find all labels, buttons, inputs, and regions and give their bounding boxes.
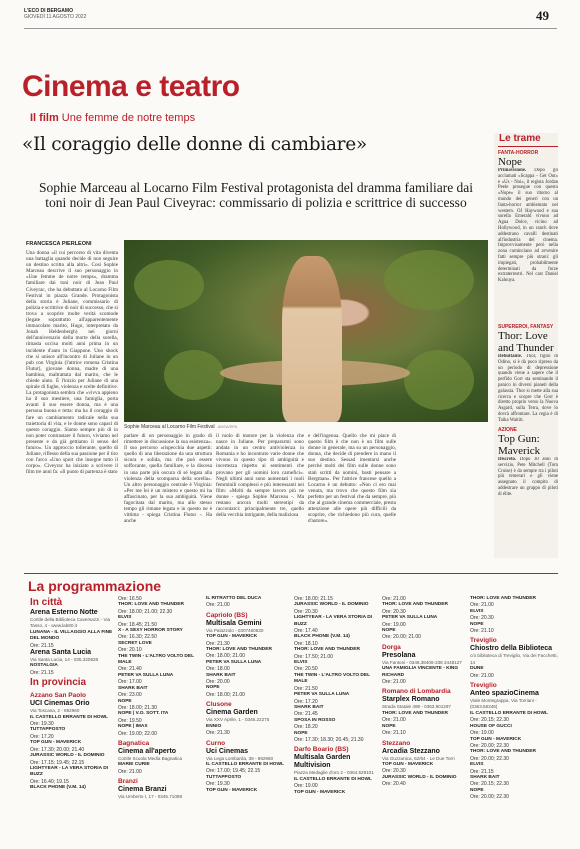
listing-cinema: Cinema all'aperto: [118, 747, 177, 755]
listing-film: ELVIS: [470, 762, 484, 768]
listing-time: Ore: 21.00: [470, 602, 494, 609]
listing-town: Dorga: [382, 643, 401, 651]
listing-time: Ore: 20.15; 22.30: [470, 781, 509, 788]
listing-cinema: Cinema Garden: [206, 709, 258, 717]
listing-town: Bagnatica: [118, 739, 150, 747]
listing-film: LIGHTYEAR - LA VERA STORIA DI BUZZ: [294, 615, 372, 627]
listing-addr: Cortile della Biblioteca Caversazzi - Via Tasso, 4 - www.lab80.it: [30, 617, 111, 629]
sidebar-item: [498, 324, 558, 428]
listing-time: Ore: 17.15; 19.45; 22.15: [30, 759, 85, 766]
listing-film: UNA FAMIGLIA VINCENTE - KING RICHARD: [382, 666, 459, 678]
listing-time: Ore: 17.20: [294, 698, 318, 705]
listing-addr: Via XXV Aprile, 1 - 0346.22275: [206, 717, 270, 723]
listing-film: NOPE: [382, 723, 396, 729]
listing-cinema: Arena Esterno Notte: [30, 609, 98, 616]
listing-film: PETER VA SULLA LUNA: [294, 692, 350, 698]
listing-film: JURASSIC WORLD - IL DOMINIO: [294, 602, 369, 608]
listing-town: Clusone: [206, 701, 232, 709]
article-column-1: Una donna «il cui percorso di vita diventa una battaglia quando decide di non seguire un destino scritto alla altri». Così Sophie Marceau descrive il suo personaggio in «Une femme de notre temps», dramma familiare dai toni noir di Jean Paul Civeyrac, che ha debuttato al Locarno Film Festival in piazza Grande. Protagonista della storia è Juliane, commissario di polizia e scrittrice di noir di successo, che si trova a scoprire molte verità scomode (legate soprattutto all'apparentemente immacolato marito, Hugo, interpretato da Jonah Heldenbergh) nei giorni dell'anniversario della morte della sorella, rimasta uccisa molti anni prima in un incidente d'auto in Giappone. Uno shock che si unisce all'incontro di Juliane in un pub con Virginia (l'attrice romena Cristina Flutur), giovane donna, madre di una bambina, maltrattata dal marito, che le chiede aiuto. È l'inizio per Juliane di una spirale di fughe, violenza e scelte definitive. La protagonista sembra che «vivva appieno ha il suo mestiere, una famiglia, porta avanti il suo essere donna, ma è una persona buona e retta: ma ha il coraggio di fare un cambiamento radicale nella sua traiettoria di vita, e le donne sono capaci di questo coraggio. Siamo sempre più di in non poter contrastare il futuro, viviamo nel presente e da già gettiamo il senso del futuro». Un approccio tollerante, quello di Juliane, riflesso della sua passione per il tiro con l'arco «Uno sport che insegne tutto il corpo». Civeyrac ha iniziato a scrivere il film tre anni fa: «Il punto di partenza è stato: [26, 250, 118, 476]
listing-time: Ore: 17.40: [294, 628, 318, 635]
listing-time: Ore: 21.00: [382, 596, 406, 602]
article-photo: [124, 240, 488, 422]
listing-film: JURASSIC WORLD - IL DOMINIO: [382, 774, 457, 780]
listing-time: Ore: 17.20: [30, 733, 54, 740]
listing-film: NOPE: [206, 685, 220, 691]
listing-time: Ore: 18.00: [206, 666, 230, 673]
listing-time: Ore: 21.45: [294, 711, 318, 718]
listing-film: IL CASTELLO ERRANTE DI HOWL: [206, 761, 284, 767]
listing-town: Darfo Boario (BS): [294, 746, 349, 754]
listing-film: NOPE: [382, 628, 396, 634]
publication-name: L'ECO DI BERGAMO: [24, 8, 73, 14]
listing-time: Ore: 16.40; 19.15: [30, 778, 69, 785]
listing-addr: Viale Montegrappa, Via Torriani - (0363.56346): [470, 698, 537, 710]
sidebar-synopsis: Primavisione. Dopo gli acclamati «Scappa - Get Out» e «Us - Noi», il regista Jordan Peele prosegue con questo «Nope» il suo ritorno al mondo dei generi con un fanta-horror ambientato nel western. OJ Haywood e sua sorella Emerald vivono ad Agua Dolce, vicino ad Hollywood, in un ranch dove addestrano cavalli destinati all'industria del cinema. Improvvisamente però nella zona cominciano ad avvenire fatti sempre più strani: gli impiegati, probabilmente determinati da forze extraterrestri. Nel cast Daniel Kaluuya.: [498, 168, 558, 284]
listing-addr: Via Umberto I, 17 - 0345.71088: [118, 794, 183, 800]
listing-time: Ore: 21.00: [118, 768, 142, 775]
listing-cinema: Cinema Branzi: [118, 786, 167, 794]
photo-credit: ANSA/EPA: [217, 424, 238, 429]
listing-time: Ore: 17.30; 18.30; 20.45; 21.30: [294, 736, 364, 743]
listing-film: TOP GUN - MAVERICK: [206, 787, 258, 793]
listing-film: THE TWIN - L'ALTRO VOLTO DEL MALE: [294, 672, 370, 685]
listing-time: Ore: 20.00; 22.30: [470, 755, 509, 762]
listing-film: TOP GUN - MAVERICK: [294, 789, 346, 795]
article-column-4: e dell'ingenua. Quello che mi piace di questo film è che non è un film sulle donne in generale, ma su un personaggio, donna, che decide di prendere in mano il suo destino. Sessad imentarsi anche perché molti dei film sulle donne sono stati scritti da uomini, basti pensare a Bergman». Per l'attrice francese quello a Locarno è un debutto: «Non ci ero mai venuta, ma trovo che questo film sia perfetto per un festival che da sempre, più che al grande cinema commerciale, presta attenzione alle opere più difficili da scoprire, che richiedono più cura, quelle d'autore».: [308, 433, 396, 525]
sidebar-rule: [498, 146, 558, 147]
listing-time: Ore: 16.30; 22.50: [118, 634, 157, 641]
listing-film: THE TWIN - L'ALTRO VOLTO DEL MALE: [118, 653, 194, 666]
listing-film: ELVIS: [470, 608, 484, 614]
listing-region: In provincia: [30, 677, 87, 689]
listing-time: Ore: 21.15: [30, 669, 54, 676]
listing-addr: Via Guzzanica, 62/64 - Le Due Torri: [382, 755, 455, 761]
listing-film: THOR: LOVE AND THUNDER: [118, 602, 184, 608]
programming-column-5: [382, 596, 466, 846]
listing-film: SHARK BAIT: [470, 774, 500, 780]
programming-rule: [24, 573, 558, 574]
listing-addr: Strada Statale 498 - 0363.901297: [382, 704, 451, 710]
listing-addr: Cortile Scuola Media Bagnatica: [118, 755, 183, 761]
listing-film: ELVIS: [294, 660, 308, 666]
listing-film: TUTTAPPOSTO: [206, 774, 242, 780]
listing-time: Ore: 18.00; 21.15: [294, 596, 333, 602]
listing-addr: Via Santa Lucia, 14 - 035.320828: [30, 657, 99, 663]
listing-film: SHARK BAIT: [118, 685, 148, 691]
listing-town: Stezzano: [382, 739, 411, 747]
listing-film: PETER VA SULLA LUNA: [382, 615, 438, 621]
byline: FRANCESCA PIERLEONI: [26, 241, 92, 247]
listing-film: BLACK PHONE (V.M. 14): [294, 634, 350, 640]
listing-film: IL CASTELLO ERRANTE DI HOWL: [30, 714, 108, 720]
programming-column-6: [470, 596, 558, 846]
listing-time: Ore: 20.40: [382, 781, 406, 788]
listing-film: IL RITRATTO DEL DUCA: [206, 596, 262, 601]
listing-addr: Via Fantoni - 0346.38406-338 2448127: [382, 659, 462, 665]
listing-time: Ore: 23.00: [118, 692, 142, 699]
listing-film: THOR: LOVE AND THUNDER: [206, 647, 272, 653]
listing-cinema: Uci Cinemas: [206, 747, 249, 755]
listing-time: Ore: 19.30: [206, 781, 230, 788]
listing-cinema: Chiostro della Biblioteca: [470, 645, 553, 653]
listing-film: LIGHTYEAR - LA VERA STORIA DI BUZZ: [30, 765, 108, 778]
sidebar-category: FANTA-HORROR: [498, 150, 539, 156]
listing-time: Ore: 20.00: [206, 679, 230, 686]
listing-time: Ore: 18.45; 21.50: [118, 621, 157, 628]
listing-addr: c/o biblioteca di Treviglio, Via dei Facchetti, 14: [470, 653, 558, 665]
headline: «Il coraggio delle donne di cambiare»: [22, 134, 367, 155]
sidebar-film-title: Nope: [498, 156, 522, 168]
listing-film: THOR: LOVE AND THUNDER: [382, 710, 448, 716]
sidebar-film-title: Top Gun: Maverick: [498, 433, 541, 457]
listing-cinema: Arcadia Stezzano: [382, 747, 440, 755]
listing-time: Ore: 20.15; 22.30: [470, 717, 509, 724]
listing-addr: Via Toscana, 2 - 892960: [30, 708, 80, 714]
listing-town: Azzano San Paolo: [30, 692, 86, 700]
listing-cinema: Arena Santa Lucia: [30, 649, 92, 657]
listing-film: NOPE: [294, 730, 308, 736]
listing-time: Ore: 19.50: [118, 717, 142, 724]
top-rule: [24, 28, 557, 29]
listing-addr: Piazza Medaglie d'oro 2 - 0364.529101: [294, 770, 374, 776]
listing-film: SECRET LOVE: [118, 640, 152, 646]
listing-cinema: Presolana: [382, 651, 416, 659]
listing-film: DUNE: [470, 666, 484, 672]
article-column-2: parlare di un personaggio in grado di rimettere in discussione la sua esistenza». Il suo percorso «rispecchia due aspetti: quello di una liberazione da una struttura sicura e solida, ma che può essere soffocante, quella familiare, e la discesa in una parte più oscura di sé legata alla violenza della scomparsa della sorella». Un altro personaggio centrale è Virginia: «Per me lei è un mistero e questo mi ha affascinato, per la sua ambiguità. Viene fagocitata dal marito, ma allo stesso tempo gli rimane legata e in questo ne è vittima - spiega Cristina Flutur -. Ha anche: [124, 433, 212, 525]
kicker-label: Il film: [30, 112, 59, 124]
page-number: 49: [536, 8, 549, 23]
sidebar-synopsis: Discreto. Dopo 30 anni di servizio, Pete Mitchell (Tom Cruise) è da sempre tra i piloti più temerari e gli viene assegnato il compito di addestrare un gruppo di piloti di élite.: [498, 457, 558, 497]
programming-column-1: [30, 596, 114, 846]
listing-film: NOPE: [470, 621, 484, 627]
photo-caption: [124, 424, 237, 430]
article-column-3: il ruolo di motore per la violenza che nasce in Juliane. Per prepararmi sono andata in un centro antiviolenza in Romania e ho incontrato varie donne che vivono in questo tipo di ambiguità e incertezza rispetto ai sentimenti che provano per gli uomini loro carnefici». Negli ultimi anni sono aumentati i ruoli femminili complessi e più interessanti nei film: «Molti da sempre lavoro più ne donne - spiega Sophie Marceau -. Ma restano ancora molti stereotipi da raccontarci: principalmente tre, quello della vecchia intrigante, della maliziosa: [216, 433, 304, 519]
listing-time: Ore: 21.10: [470, 628, 494, 635]
listing-time: Ore: 17.30; 20.00; 21.40: [30, 746, 85, 753]
listing-town: Branzi: [118, 778, 138, 786]
sidebar-item: [498, 150, 558, 302]
listing-time: Ore: 19.00; 22.00: [118, 730, 157, 737]
listing-film: THOR: LOVE AND THUNDER: [470, 596, 536, 601]
kicker-text: Une femme de notre temps: [61, 112, 196, 124]
listing-town: Curno: [206, 739, 226, 747]
listing-time: Ore: 19.30: [30, 721, 54, 728]
listing-film: THOR: LOVE AND THUNDER: [470, 749, 536, 755]
listing-film: TOP GUN - MAVERICK: [30, 740, 82, 746]
sidebar-film-title: Thor: Love and Thunder: [498, 330, 554, 354]
listing-film: PETER VA SULLA LUNA: [118, 672, 174, 678]
programming-column-4: [294, 596, 378, 846]
listing-film: MARIE CURIE: [118, 762, 150, 768]
sidebar-category: SUPEREROI, FANTASY: [498, 324, 554, 330]
listing-film: JURASSIC WORLD - IL DOMINIO: [30, 753, 105, 759]
listing-time: Ore: 20.30: [470, 615, 494, 622]
listing-time: Ore: 18.20: [294, 724, 318, 731]
listing-town: Capriolo (BS): [206, 611, 248, 619]
sidebar-category: AZIONE: [498, 427, 517, 433]
listing-time: Ore: 18.00; 21.00; 22.30: [118, 608, 173, 615]
listing-cinema: Multisala Gemini: [206, 619, 262, 627]
listing-time: Ore: 20.30: [294, 608, 318, 615]
listing-film: NOPE: [470, 787, 484, 793]
listing-town: Romano di Lombardia: [382, 688, 451, 696]
sidebar-title: Le trame: [499, 133, 541, 144]
listing-time: Ore: 17.50; 21.00: [294, 653, 333, 660]
listing-time: Ore: 21.10: [382, 730, 406, 737]
sidebar-synopsis: Debuttante. Thor, figlio di Odino, si è dà poco ripreso da un periodo di depressione quando viene a sapere che il perfido Gorr sta seminando il panico in diversi pianeti della galassia. Thor si mette alla sua ricerca e scopre che Gorr è diretto proprio verso la Nuova Asgard, sulla Terra, dove lo dovrà affrontare. La regia è di Taika Waititi.: [498, 354, 558, 423]
section-title: Cinema e teatro: [22, 70, 240, 103]
publication-date: GIOVEDÌ 11 AGOSTO 2022: [24, 14, 87, 20]
listing-film: NOPE | V.O. SOTT. ITA: [118, 711, 169, 717]
listing-film: TOP GUN - MAVERICK: [470, 736, 522, 742]
listing-film: SHARK BAIT: [294, 704, 324, 710]
listing-time: Ore: 20.50: [294, 666, 318, 673]
masthead: [24, 8, 86, 20]
listing-cinema: Multisala Garden Multivision: [294, 754, 351, 770]
listing-time: Ore: 21.15: [30, 642, 54, 649]
listing-film: IL CASTELLO ERRANTE DI HOWL: [470, 710, 548, 716]
listing-town: Treviglio: [470, 637, 497, 645]
listing-film: PETER VA SULLA LUNA: [206, 659, 262, 665]
sidebar-item: [498, 427, 558, 547]
listing-addr: Via Palazzolo - 0307460530: [206, 627, 264, 633]
listing-film: TUTTAPPOSTO: [30, 727, 66, 733]
listing-film: THOR: LOVE AND THUNDER: [382, 602, 448, 608]
programming-column-2: [118, 596, 202, 846]
listing-film: BLACK PHONE (V.M. 14): [30, 785, 86, 791]
listing-film: TOP GUN - MAVERICK: [206, 634, 258, 640]
listing-time: Ore: 17.00; 19.45; 22.15: [206, 768, 261, 775]
listing-film: NOPE: [118, 698, 132, 704]
programming-column-3: [206, 596, 290, 846]
listing-time: Ore: 20.00; 21.00: [382, 634, 421, 641]
programming-title: La programmazione: [28, 578, 162, 594]
listing-film: ENNIO: [206, 723, 222, 729]
listing-time: Ore: 20.00; 22.30: [470, 794, 509, 801]
listing-time: Ore: 20.30: [382, 768, 406, 775]
listing-film: THOR: LOVE AND THUNDER: [294, 647, 360, 653]
listing-time: Ore: 16.50: [118, 596, 142, 602]
listing-time: Ore: 21.50: [294, 685, 318, 692]
listing-time: Ore: 18.10: [294, 640, 318, 647]
photo-caption-text: Sophie Marceau al Locarno Film Festival: [124, 424, 215, 430]
listing-time: Ore: 21.00: [470, 672, 494, 679]
listing-film: HOUSE OF GUCCI: [470, 723, 512, 729]
listing-film: LUNANA - IL VILLAGGIO ALLA FINE DEL MONDO: [30, 629, 113, 642]
listing-time: Ore: 21.00: [206, 602, 230, 609]
listing-cinema: Starplex Romano: [382, 696, 440, 704]
listing-film: SPOSA IN ROSSO: [294, 717, 336, 723]
listing-time: Ore: 21.30: [206, 640, 230, 647]
listing-time: Ore: 18.00; 21.00: [206, 691, 245, 698]
listing-film: ELVIS: [118, 615, 132, 621]
listing-time: Ore: 20.10: [118, 647, 142, 654]
kicker: [30, 112, 195, 124]
listing-cinema: UCI Cinemas Orio: [30, 700, 90, 708]
listing-film: X - A SEXY HORROR STORY: [118, 628, 183, 634]
listing-time: Ore: 19.00: [294, 783, 318, 790]
listing-time: Ore: 18.00; 21.30: [118, 704, 157, 711]
listing-time: Ore: 21.30: [206, 730, 230, 737]
listing-time: Ore: 21.15: [470, 768, 494, 775]
listing-time: Ore: 17.00: [118, 679, 142, 686]
listing-film: IL CASTELLO ERRANTE DI HOWL: [294, 776, 372, 782]
listing-time: Ore: 21.00: [382, 679, 406, 686]
listing-time: Ore: 19.00: [382, 621, 406, 628]
listing-addr: Via Lega Lombarda, 39 - 892960: [206, 755, 274, 761]
listing-film: TOP GUN - MAVERICK: [382, 761, 434, 767]
listing-film: SHARK BAIT: [206, 672, 236, 678]
listing-time: Ore: 20.30: [382, 608, 406, 615]
listing-time: Ore: 21.00: [382, 717, 406, 724]
listing-time: Ore: 18.00; 21.00: [206, 653, 245, 660]
listing-region: In città: [30, 597, 63, 608]
listing-time: Ore: 20.00; 22.30: [470, 742, 509, 749]
listing-film: NOSTALGIA: [30, 663, 58, 669]
listing-town: Treviglio: [470, 682, 497, 690]
listing-film: NOPE | IMAX: [118, 724, 148, 730]
listing-time: Ore: 21.40: [118, 666, 142, 673]
listing-time: Ore: 19.00: [470, 730, 494, 737]
listing-cinema: Anteo spazioCinema: [470, 690, 539, 698]
subheadline: Sophie Marceau al Locarno Film Festival protagonista del dramma familiare dai toni noir di Jean Paul Civeyrac: commissario di polizia e scrittrice di successo: [38, 180, 474, 210]
